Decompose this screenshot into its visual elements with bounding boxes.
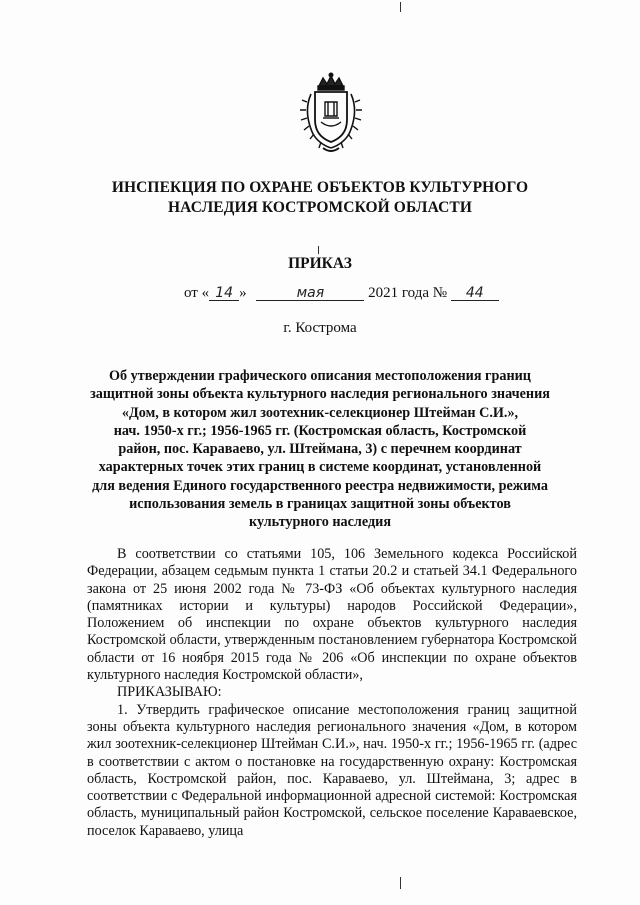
subject-line: нач. 1950-х гг.; 1956-1965 гг. (Костромская область, Костромской [113,422,527,439]
subject-line: защитной зоны объекта культурного наследия регионального значения [90,386,550,403]
subject-line: культурного наследия [248,514,392,531]
organization-line-1: ИНСПЕКЦИЯ ПО ОХРАНЕ ОБЪЕКТОВ КУЛЬТУРНОГО [111,179,529,196]
subject-line: «Дом, в котором жил зоотехник-селекционер Штейман С.И.», [121,404,519,421]
order-number: 44 [465,285,484,301]
kostroma-coat-of-arms-icon [295,72,367,156]
subject-line: Об утверждении графического описания местоположения границ [108,368,531,384]
subject-line: характерных точек этих границ в системе координат, установленной [98,459,542,476]
subject-line: использования земель в границах защитной зоны объектов [129,496,511,513]
order-day: 14 [215,285,234,301]
subject-line: район, пос. Караваево, ул. Штеймана, 3) с перечнем координат [118,441,522,458]
item-1-paragraph: 1. Утвердить графическое описание местоположения границ защитной зоны объекта культурного наследия регионального значения «Дом, в котором жил зоотехник-селекционер Штейман С.И.», нач. 1950-х гг.; 1956-1965 гг. (адрес в соответствии с актом о постановке на государственную охрану: Костромская область, Костромской район, пос. Караваево, ул. Штеймана, 3; адрес в соответствии с Федеральной информационной адресной системой: Костромская область, муниципальный район Костромской, сельское поселение Караваевское, поселок Караваево, улица [87,701,577,839]
date-mid: » [239,285,247,301]
preamble-paragraph: В соответствии со статьями 105, 106 Земельного кодекса Российской Федерации, абзацем седьмым пункта 1 статьи 20.2 и статьей 34.1 Федерального закона от 25 июня 2002 года № 73-ФЗ «Об объектах культурного наследия (памятниках истории и культуры) народов Российской Федерации», Положением об инспекции по охране объектов культурного наследия Костромской области, утвержденным постановлением губернатора Костромской области от 16 ноября 2015 года № 206 «Об инспекции по охране объектов культурного наследия Костромской области», [87,546,577,684]
scan-mark [400,877,401,889]
subject-line: для ведения Единого государственного реестра недвижимости, режима [92,477,548,494]
order-subject [80,367,560,532]
date-prefix: от « [184,285,210,301]
order-city: г. Кострома [283,320,357,336]
order-date-line [184,285,499,302]
order-word: ПРИКАЗЫВАЮ: [117,684,222,701]
organization-line-2: НАСЛЕДИЯ КОСТРОМСКОЙ ОБЛАСТИ [168,199,472,216]
organization-name [60,178,580,218]
order-year: 2021 года № [368,285,448,301]
scan-mark [318,246,319,254]
order-title: ПРИКАЗ [288,255,352,272]
order-month: мая [296,285,325,301]
order-body [87,546,577,840]
scan-mark [400,2,401,12]
